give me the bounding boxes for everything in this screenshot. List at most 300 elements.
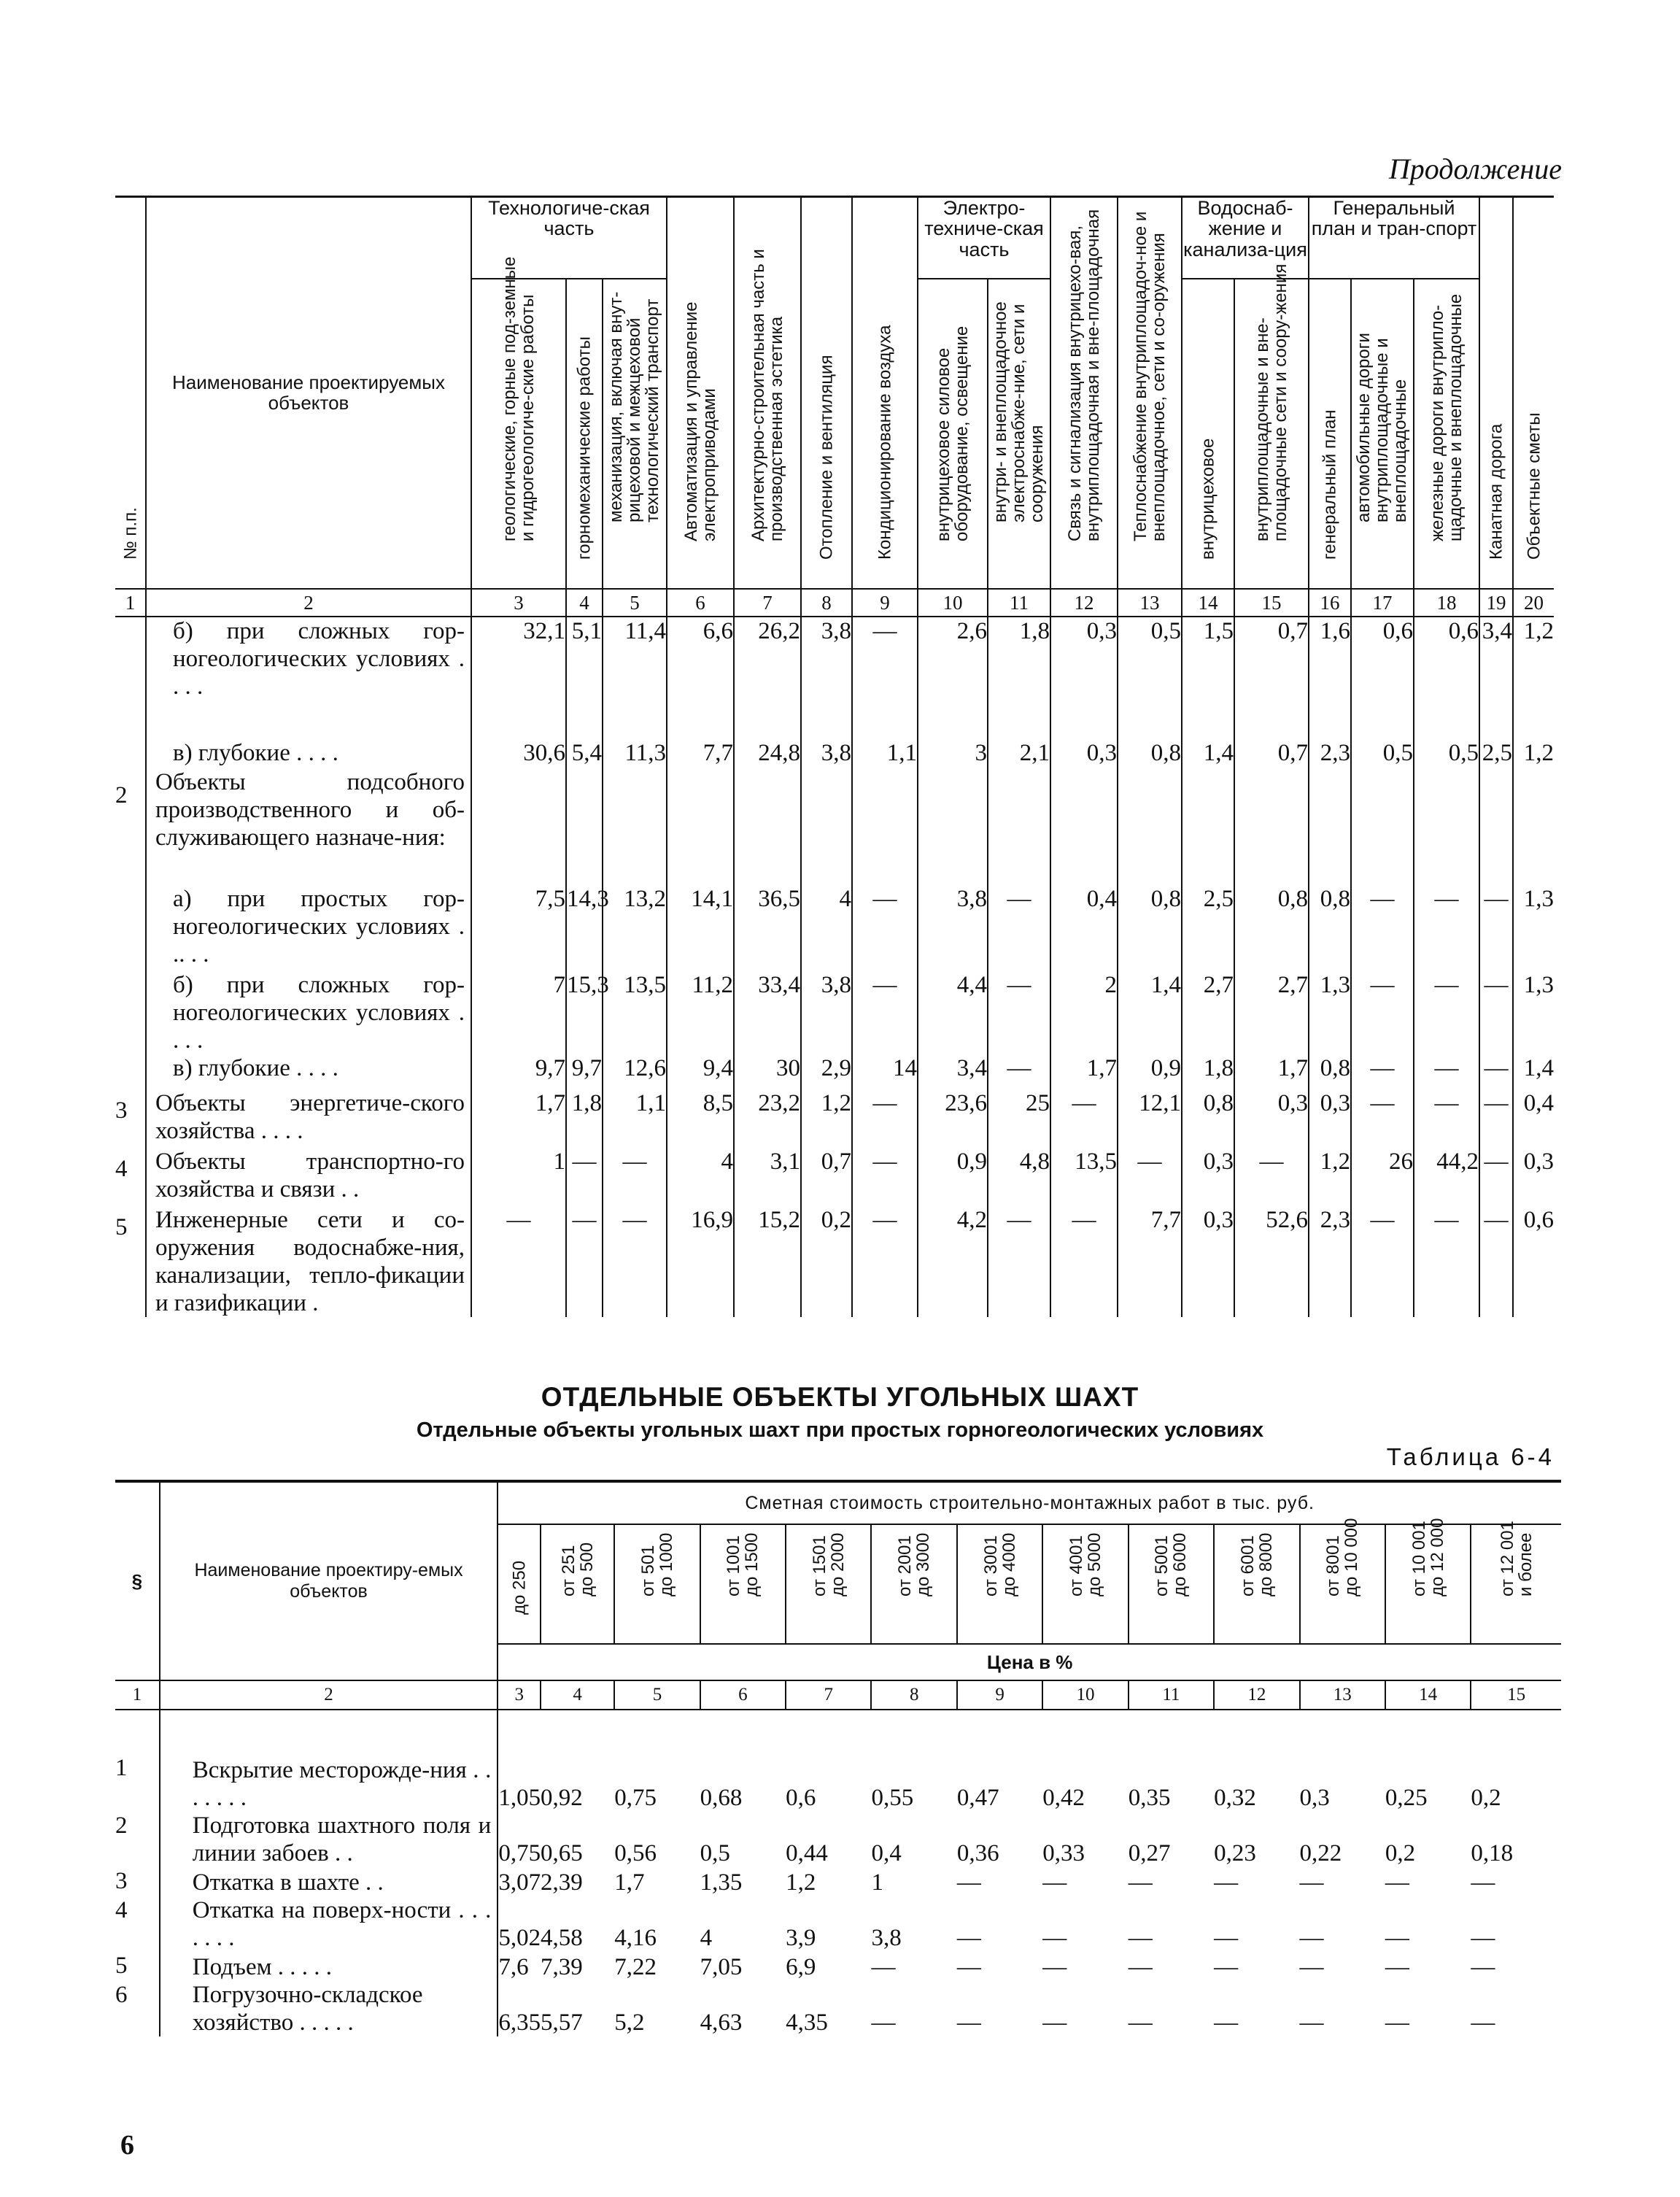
cell-value [1351,768,1414,885]
row-name: в) глубокие . . . . [146,1054,471,1089]
group-header-tech: Технологиче-ская часть [471,197,667,279]
cell-value: 0,6 [1414,617,1479,739]
cell-value: — [1414,1089,1479,1148]
cell-value: 2,7 [1234,971,1309,1054]
group-header-genplan: Генеральный план и тран-спорт [1309,197,1479,279]
cell-value: 14 [852,1054,918,1089]
range-header [786,1524,871,1644]
range-header-label: от 8001 до 10 000 [1323,1518,1362,1596]
row-number [115,885,146,971]
column-number: 16 [1309,589,1351,617]
cell-value: — [1351,1054,1414,1089]
cell-value: 0,3 [1182,1206,1234,1317]
column-number: 2 [146,589,471,617]
cell-value: 32,1 [471,617,566,739]
page-number: 6 [120,2130,134,2161]
cell-value: 1,2 [1523,618,1554,644]
cell-value: 7,39 [541,1954,583,1980]
cell-value: 15,3 [566,971,603,1054]
cell-value [801,768,852,885]
range-header [1214,1524,1299,1644]
cell-value: — [1128,1954,1153,1980]
table-row [115,768,1554,885]
range-header-label: от 6001 до 8000 [1237,1532,1276,1596]
col-header-13: Теплоснабжение внутриплощадоч-ное и внеплощадочное, сети и со-оружения [1118,197,1182,590]
cell-value: 1,5 [1182,617,1234,739]
table-row [115,617,1554,739]
cell-value: 0,68 [700,1785,743,1811]
row-number: 5 [115,1952,160,1981]
table-number: Таблица 6-4 [1386,1443,1555,1470]
row-number [115,617,146,739]
cell-value: 0,3 [1050,617,1118,739]
column-number: 8 [801,589,852,617]
cell-value: 1,8 [1182,1054,1234,1089]
cell-value: — [603,1148,667,1206]
table-row [115,1148,1554,1206]
cell-value: 0,6 [786,1785,816,1811]
cell-value [471,768,566,885]
cell-value: 11,2 [667,971,734,1054]
cell-value: 0,42 [1042,1785,1085,1811]
cell-value: 0,18 [1471,1840,1514,1866]
cell-value: 26 [1351,1148,1414,1206]
cell-value: 0,3 [1523,1148,1554,1175]
cell-value: 9,7 [566,1054,603,1089]
cell-value: — [852,617,918,739]
column-number: 20 [1513,589,1554,617]
cell-value: — [1042,1954,1067,1980]
range-header [614,1524,700,1644]
col-header-19: Канатная дорога [1479,197,1513,590]
cell-value: 0,44 [786,1840,828,1866]
cell-value: 4,35 [786,2009,828,2036]
cell-value: — [871,2009,896,2036]
cell-value [1234,768,1309,885]
cell-value: — [1128,1869,1153,1896]
cell-value: 2,6 [918,617,988,739]
cell-value: 44,2 [1414,1148,1479,1206]
cell-value: 0,8 [1182,1089,1234,1148]
row-name: Объекты транспортно-го хозяйства и связи . . [146,1148,471,1206]
cell-value: 12,6 [603,1054,667,1089]
cell-value: — [871,1954,896,1980]
range-header [1385,1518,1471,1644]
cell-value: 2,1 [988,739,1050,768]
cell-value: 4,4 [918,971,988,1054]
cell-value: 3,8 [801,739,852,768]
cell-value [1050,768,1118,885]
cell-value: — [1385,1869,1409,1896]
range-header [541,1524,614,1644]
cell-value: 0,27 [1128,1840,1171,1866]
cell-value: 5,57 [541,2009,583,2036]
column-number: 18 [1414,589,1479,617]
group-header-electro: Электро-техниче-ская часть [918,197,1050,279]
row-number: 6 [115,1981,160,2036]
cell-value: — [1479,885,1513,971]
cell-value: 1,3 [1523,886,1554,912]
cell-value: — [852,1148,918,1206]
table-row [115,1896,1561,1952]
cell-value: 3,4 [1479,617,1513,739]
cell-value: 0,9 [1118,1054,1182,1089]
cell-value: 0,75 [614,1785,657,1811]
cell-value: — [1299,1869,1324,1896]
row-name: Откатка на поверх-ности . . . . . . . [160,1896,498,1952]
cell-value: — [1128,1925,1153,1951]
cell-value: 0,92 [541,1785,583,1811]
cell-value: 0,56 [614,1840,657,1866]
table-row [115,739,1554,768]
cell-value: 0,5 [1118,617,1182,739]
column-number: 1 [115,589,146,617]
range-header-label: от 12 001 и более [1497,1520,1536,1596]
cell-value: 0,4 [1523,1090,1554,1116]
cell-value [603,768,667,885]
cell-value: — [988,971,1050,1054]
cell-value: 1,8 [566,1089,603,1148]
row-number: 4 [115,1896,160,1952]
cell-value: 4,63 [700,2009,743,2036]
column-number: 19 [1479,589,1513,617]
cell-value: — [956,1925,981,1951]
cell-value: 11,4 [603,617,667,739]
column-number: 7 [734,589,801,617]
cell-value: 1,4 [1182,739,1234,768]
cell-value: 16,9 [667,1206,734,1317]
row-number [115,1054,146,1089]
cell-value: — [1351,1206,1414,1317]
cell-value: — [471,1206,566,1317]
cell-value [1309,768,1351,885]
cell-value: — [603,1206,667,1317]
cell-value: — [1050,1089,1118,1148]
column-number: 5 [614,1680,700,1710]
cell-value: 0,3 [1309,1089,1351,1148]
range-header-label: от 10 001 до 12 000 [1409,1518,1447,1596]
cell-value: 9,4 [667,1054,734,1089]
cell-value: — [1214,1869,1239,1896]
cell-value: 1,05 [498,1785,541,1811]
cell-value: 2,7 [1182,971,1234,1054]
cell-value: — [1479,1148,1513,1206]
cell-value: 5,2 [614,2009,645,2036]
cell-value: 0,55 [871,1785,914,1811]
col-header-8: Отопление и вентиляция [801,197,852,590]
row-number: 3 [115,1867,160,1896]
column-number: 12 [1214,1680,1299,1710]
cell-value: 1,8 [988,617,1050,739]
col-header-section: § [115,1481,160,1680]
cell-value: — [956,2009,981,2036]
cell-value: 52,6 [1234,1206,1309,1317]
cell-value: 7,6 [498,1954,529,1980]
column-number: 6 [667,589,734,617]
column-number: 15 [1234,589,1309,617]
cell-value: 2,3 [1309,739,1351,768]
col-header-17: автомобильные дороги внутриплощадочные и внеплощадочные [1351,279,1414,589]
cell-value: 30,6 [471,739,566,768]
cell-value [566,768,603,885]
cell-value: 0,36 [956,1840,999,1866]
column-number: 14 [1182,589,1234,617]
range-header [1129,1524,1214,1644]
cell-value: — [1385,1925,1409,1951]
cell-value: — [852,1089,918,1148]
cell-value: 15,2 [734,1206,801,1317]
column-number: 3 [498,1680,541,1710]
cell-value: 6,6 [667,617,734,739]
cell-value [1118,768,1182,885]
cell-value: — [1299,1925,1324,1951]
cell-value: 5,1 [566,617,603,739]
cell-value [852,768,918,885]
cell-value: 2,5 [1479,739,1513,768]
cell-value: 0,22 [1299,1840,1342,1866]
cell-value: 1 [471,1148,566,1206]
col-header-10: внутрицеховое силовое оборудование, освещение [918,279,988,589]
group-header-water: Водоснаб-жение и канализа-ция [1182,197,1309,279]
row-name: Подъем . . . . . [160,1952,498,1981]
cell-value: 6,35 [498,2009,541,2036]
cell-value: — [1351,971,1414,1054]
cell-value: — [1414,1206,1479,1317]
range-header-label: от 2001 до 3000 [895,1532,934,1596]
price-percent-header: Цена в % [498,1644,1561,1680]
cell-value: — [566,1206,603,1317]
cell-value: 0,6 [1351,617,1414,739]
cell-value: 4,8 [988,1148,1050,1206]
cell-value: 3,1 [734,1148,801,1206]
cell-value: 1,7 [1050,1054,1118,1089]
cell-value: — [1234,1148,1309,1206]
cell-value: 7,05 [700,1954,743,1980]
cell-value: 0,8 [1309,1054,1351,1089]
cell-value: 0,8 [1309,885,1351,971]
cell-value: 1,2 [1523,740,1554,766]
cell-value: 4,16 [614,1925,657,1951]
row-number: 4 [115,1148,146,1206]
table-row [115,1206,1554,1317]
cell-value: — [1351,1089,1414,1148]
cell-value: — [988,1054,1050,1089]
column-number: 5 [603,589,667,617]
cell-value: — [988,885,1050,971]
cell-value: — [852,1206,918,1317]
cell-value: 1,4 [1118,971,1182,1054]
cell-value [918,768,988,885]
column-number: 1 [115,1680,160,1710]
cell-value: — [852,885,918,971]
col-header-7: Архитектурно-строительная часть и производственная эстетика [734,197,801,590]
table-row [115,1054,1554,1089]
cell-value: — [852,971,918,1054]
cell-value: — [1414,971,1479,1054]
cell-value: 0,8 [1118,739,1182,768]
column-number: 13 [1118,589,1182,617]
cell-value: — [1385,2009,1409,2036]
row-name: в) глубокие . . . . [146,739,471,768]
column-number: 4 [541,1680,614,1710]
cell-value: 0,5 [1351,739,1414,768]
row-number [115,971,146,1054]
cell-value: 1,7 [614,1869,645,1896]
column-number: 11 [1129,1680,1214,1710]
range-header-label: от 1001 до 1500 [724,1532,762,1596]
row-name: б) при сложных гор-ногеологических условиях . . . . [146,971,471,1054]
cell-value: 13,5 [1050,1148,1118,1206]
cell-value: 1,2 [786,1869,816,1896]
row-name: Объекты энергетиче-ского хозяйства . . . . [146,1089,471,1148]
cell-value [988,768,1050,885]
cell-value: 1,2 [801,1089,852,1148]
cell-value [1414,768,1479,885]
row-name: Вскрытие месторожде-ния . . . . . . . [160,1710,498,1812]
cell-value: 0,7 [1234,739,1309,768]
cell-value: — [1471,1954,1495,1980]
cell-value: 3,8 [801,971,852,1054]
range-header [700,1524,786,1644]
column-number: 7 [786,1680,871,1710]
cell-value: — [1471,2009,1495,2036]
column-number: 12 [1050,589,1118,617]
group-header-estimated-cost: Сметная стоимость строительно-монтажных работ в тыс. руб. [498,1481,1561,1524]
cell-value: 4,2 [918,1206,988,1317]
col-header-9: Кондиционирование воздуха [852,197,918,590]
cell-value: — [1471,1925,1495,1951]
column-number: 6 [700,1680,786,1710]
cell-value: — [1351,885,1414,971]
cell-value: 1,6 [1309,617,1351,739]
col-header-20: Объектные сметы [1513,197,1554,590]
cell-value: 1,3 [1309,971,1351,1054]
col-header-name: Наименование проектируемых объектов [146,197,471,590]
cell-value: 2,5 [1182,885,1234,971]
table-row [115,1089,1554,1148]
cell-value: — [1214,1954,1239,1980]
col-header-5: механизация, включая внут-рицеховой и межцеховой технологический транспорт [603,279,667,589]
cell-value: 4 [700,1925,713,1951]
cell-value: 4,58 [541,1925,583,1951]
row-number: 5 [115,1206,146,1317]
cell-value: 0,7 [1234,617,1309,739]
cell-value: 3 [918,739,988,768]
range-header [871,1524,956,1644]
row-number: 1 [115,1710,160,1812]
cell-value: 5,4 [566,739,603,768]
cell-value: 0,2 [801,1206,852,1317]
row-name: Погрузочно-складское хозяйство . . . . . [160,1981,498,2036]
cell-value: 0,3 [1299,1785,1330,1811]
column-number-row [115,589,1554,617]
cell-value: 13,5 [603,971,667,1054]
cell-value: 1,7 [1234,1054,1309,1089]
cell-value: 1,4 [1523,1055,1554,1081]
cell-value: 3,9 [786,1925,816,1951]
cell-value: 1,7 [471,1089,566,1148]
cell-value: — [1042,2009,1067,2036]
cell-value: 0,23 [1214,1840,1256,1866]
column-number-row [115,1680,1561,1710]
cell-value: 12,1 [1118,1089,1182,1148]
cell-value: 7,5 [471,885,566,971]
cell-value: 0,75 [498,1840,541,1866]
cell-value: 2,39 [541,1869,583,1896]
table-row [115,1812,1561,1867]
cell-value: 1,3 [1523,972,1554,998]
range-header-label: от 4001 до 5000 [1066,1532,1104,1596]
column-number: 4 [566,589,603,617]
cell-value [734,768,801,885]
row-name: Инженерные сети и со-оружения водоснабже-ния, канализации, тепло-фикации и газификации . [146,1206,471,1317]
row-number: 3 [115,1089,146,1148]
column-number: 9 [852,589,918,617]
cell-value: — [1479,971,1513,1054]
cell-value: 24,8 [734,739,801,768]
column-number: 17 [1351,589,1414,617]
cell-value: — [1299,1954,1324,1980]
row-name: б) при сложных гор-ногеологических условиях . . . . [146,617,471,739]
cell-value: 36,5 [734,885,801,971]
column-number: 13 [1300,1680,1385,1710]
cell-value: 7,7 [1118,1206,1182,1317]
cell-value: 1,1 [852,739,918,768]
cell-value: 1,1 [603,1089,667,1148]
row-name: Подготовка шахтного поля и линии забоев . . [160,1812,498,1867]
cell-value: 9,7 [471,1054,566,1089]
column-number: 14 [1385,1680,1471,1710]
cell-value: — [1479,1089,1513,1148]
cell-value: 25 [988,1089,1050,1148]
cell-value: 0,2 [1385,1840,1416,1866]
col-header-3: геологические, горные под-земные и гидрогеологиче-ские работы [471,279,566,589]
cell-value: — [1471,1869,1495,1896]
continuation-label: Продолжение [1388,152,1562,185]
cell-value: 4 [801,885,852,971]
section-subtitle: Отдельные объекты угольных шахт при простых горногеологических условиях [416,1418,1264,1442]
range-header [498,1524,541,1644]
cell-value: 7,22 [614,1954,657,1980]
cell-value: 0,25 [1385,1785,1428,1811]
cell-value: 3,8 [871,1925,902,1951]
cell-value: — [1214,1925,1239,1951]
table-row [115,1710,1561,1812]
column-number: 3 [471,589,566,617]
cell-value: 11,3 [603,739,667,768]
cell-value: 6,9 [786,1954,816,1980]
cell-value: 0,5 [1414,739,1479,768]
cell-value: — [1118,1148,1182,1206]
cell-value: — [956,1869,981,1896]
cell-value: 0,2 [1471,1785,1501,1811]
column-number: 8 [871,1680,956,1710]
cell-value: — [1299,2009,1324,2036]
cell-value: 0,4 [871,1840,902,1866]
col-header-15: внутриплощадочные и вне-площадочные сети и соору-жения [1234,279,1309,589]
row-number: 2 [115,1812,160,1867]
cell-value: 8,5 [667,1089,734,1148]
cell-value: 23,6 [918,1089,988,1148]
cell-value: 7,7 [667,739,734,768]
range-header-label: от 251 до 500 [558,1542,597,1596]
cell-value: — [1414,885,1479,971]
cell-value: 3,07 [498,1869,541,1896]
range-header [1042,1524,1128,1644]
cell-value: 7 [471,971,566,1054]
cell-value: 23,2 [734,1089,801,1148]
column-number: 15 [1471,1680,1561,1710]
